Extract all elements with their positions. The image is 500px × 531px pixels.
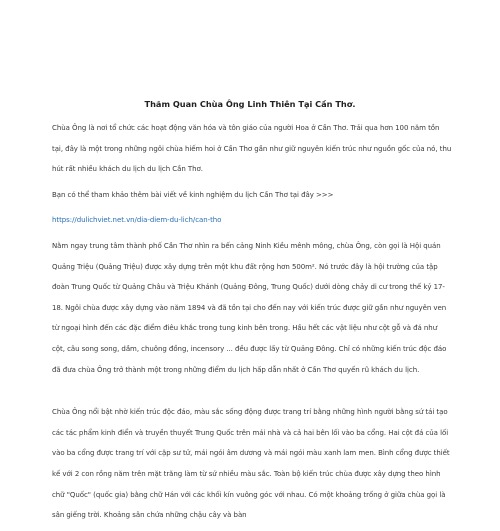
reference-link[interactable]: https://dulichviet.net.vn/dia-diem-du-lich/can-tho — [52, 216, 222, 225]
history-paragraph: Nằm ngay trung tâm thành phố Cần Thơ nhìn ra bến cảng Ninh Kiều mênh mông, chùa Ông, còn gọi là Hội quán Quảng Triệu (Quảng Triệu) được xây dựng trên một khu đất rộng hơn 500m². Nó trước đây là hội trường của tập đoàn Trung Quốc từ Quảng Châu và Triệu Khánh (Quảng Đông, Trung Quốc) dưới dòng chảy di cư trong thế kỷ 17-18. Ngôi chùa được xây dựng vào năm 1894 và đã tồn tại cho đến nay với kiến trúc được giữ gần như nguyên ven từ ngoại hình đến các đặc điểm điêu khắc trong tung kinh bên trong. Hầu hết các vật liệu như cột gỗ và đá như cột, câu song song, dầm, chuông đồng, incensory ... đều được lấy từ Quảng Đông. Chỉ có những kiến trúc độc đáo đã đưa chùa Ông trở thành một trong những điểm du lịch hấp dẫn nhất ở Cần Thơ quyến rũ khách du lịch. — [52, 241, 447, 374]
article-title: Thăm Quan Chùa Ông Linh Thiên Tại Cần Thơ. — [144, 99, 356, 109]
intro-paragraph: Chùa Ông là nơi tổ chức các hoạt động văn hóa và tôn giáo của người Hoa ở Cần Thơ. Trải qua hơn 100 năm tồn tại, đây là một trong những ngôi chùa hiếm hoi ở Cần Thơ gần như giữ nguyên kiến trúc như nguồn gốc của nó, thu hút rất nhiều khách du lịch du lịch Cần Thơ. — [52, 124, 452, 174]
architecture-paragraph: Chùa Ông nổi bật nhờ kiến trúc độc đáo, màu sắc sống động được trang trí bằng những hình người bằng sứ tái tạo các tác phẩm kinh điển và truyền thuyết Trung Quốc trên mái nhà và cả hai bên lối vào ba cổng. Hai cột đá của lối vào ba cổng được trang trí với cặp sư tử, mái ngói âm dương và mái ngói màu xanh lam men. Bình cổng được thiết kế với 2 con rồng năm trên mặt trăng làm từ sứ nhiều màu sắc. Toàn bộ kiến trúc chùa được xây dựng theo hình chữ "Quốc" (quốc gia) bằng chữ Hán với các khối kín vuông góc với nhau. Có một khoảng trống ở giữa chùa gọi là sân giếng trời. Khoảng sân chứa những chậu cây và bàn — [52, 408, 450, 520]
reference-paragraph: Bạn có thể tham khảo thêm bài viết về kinh nghiệm du lịch Cần Thơ tại đây >>> — [52, 190, 334, 199]
article-body — [52, 118, 452, 531]
reference-link-row — [52, 210, 452, 231]
